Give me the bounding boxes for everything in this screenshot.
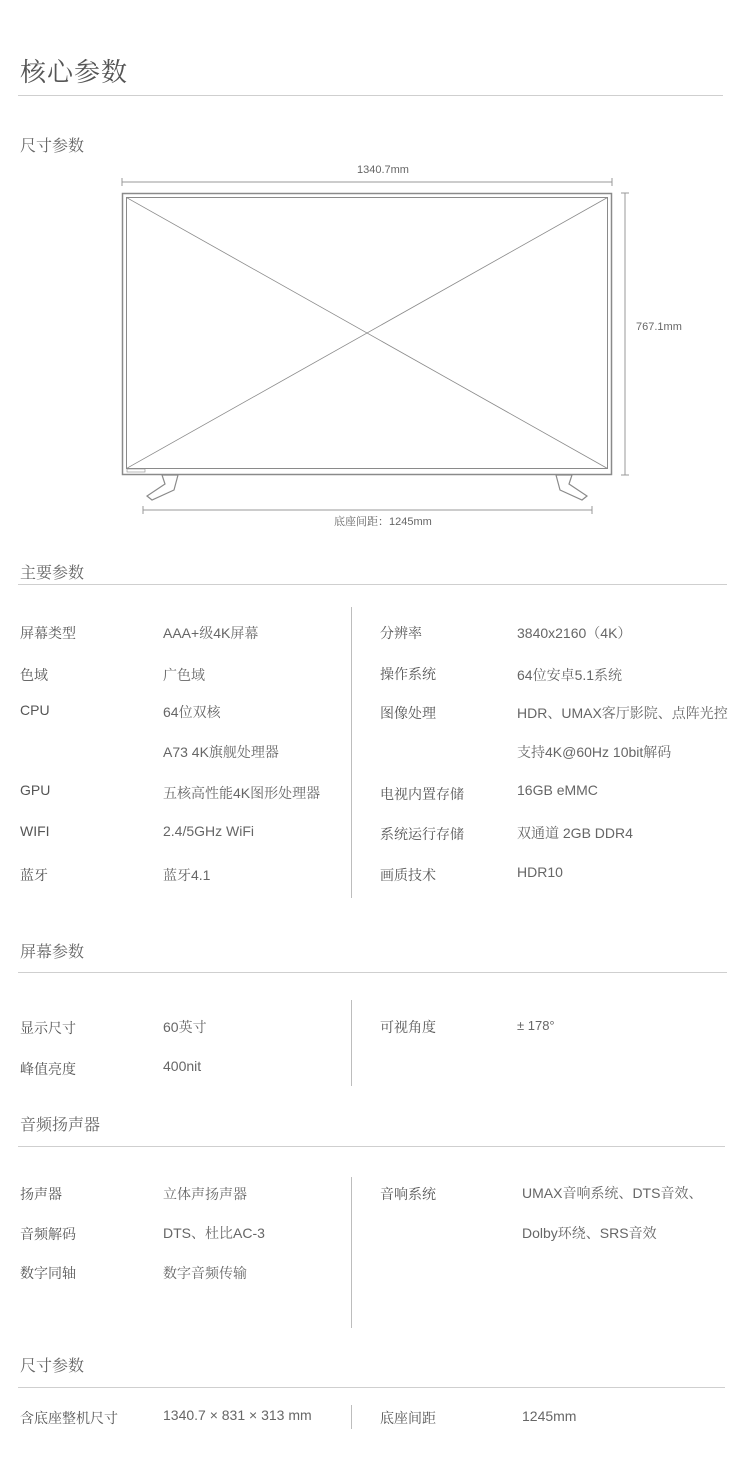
spec-label: 可视角度 [380,1019,436,1035]
spec-value: 支持4K@60Hz 10bit解码 [517,744,672,760]
spec-label: GPU [20,782,51,798]
spec-label: 系统运行存储 [380,826,464,842]
spec-label: 扬声器 [20,1186,62,1202]
width-label: 1340.7mm [357,164,409,176]
screen-section-title: 屏幕参数 [20,944,85,961]
spec-value: 五核高性能4K图形处理器 [163,785,321,801]
spec-value: 64位双核 [163,704,221,720]
main-section-title: 主要参数 [20,565,85,582]
main-column-divider [351,607,352,898]
spec-label: 分辨率 [380,625,422,641]
spec-label: 峰值亮度 [20,1061,76,1077]
spec-label: 蓝牙 [20,867,48,883]
dimension-section-title: 尺寸参数 [20,1358,85,1375]
spec-label: 底座间距 [380,1410,436,1426]
spec-label: 图像处理 [380,705,436,721]
spec-label: WIFI [20,823,50,839]
spec-value: HDR、UMAX客厅影院、点阵光控 [517,705,728,721]
spec-value: ± 178° [517,1018,555,1033]
audio-section-title: 音频扬声器 [20,1117,101,1134]
size-section-title: 尺寸参数 [20,138,85,155]
spec-value: 立体声扬声器 [163,1186,247,1202]
spec-label: 显示尺寸 [20,1020,76,1036]
dimension-column-divider [351,1405,352,1429]
spec-value: DTS、杜比AC-3 [163,1225,265,1241]
spec-value: 广色域 [163,667,205,683]
spec-value: 数字音频传输 [163,1265,247,1281]
spec-value: 64位安卓5.1系统 [517,667,623,683]
spec-value: AAA+级4K屏幕 [163,625,259,641]
page-title: 核心参数 [20,57,129,87]
spec-value: A73 4K旗舰处理器 [163,744,279,760]
spec-value: 蓝牙4.1 [163,867,211,883]
spec-value: 60英寸 [163,1019,207,1035]
spec-value: 1245mm [522,1408,577,1424]
spec-label: CPU [20,702,50,718]
tv-stand-legs [147,475,587,500]
tv-dimension-diagram [0,0,750,530]
spec-label: 数字同轴 [20,1265,76,1281]
spec-value: Dolby环绕、SRS音效 [522,1225,657,1241]
spec-value: 1340.7 × 831 × 313 mm [163,1407,312,1423]
screen-column-divider [351,1000,352,1086]
stand-distance-label: 底座间距：1245mm [334,516,432,528]
spec-value: 2.4/5GHz WiFi [163,823,255,839]
height-label: 767.1mm [636,321,682,333]
main-section-divider [18,584,727,585]
spec-label: 音频解码 [20,1226,76,1242]
spec-label: 画质技术 [380,867,436,883]
spec-value: 双通道 2GB DDR4 [517,825,633,841]
spec-label: 屏幕类型 [20,625,76,641]
tv-outline [123,194,612,475]
spec-value: UMAX音响系统、DTS音效、 [522,1185,703,1201]
spec-value: 400nit [163,1058,202,1074]
audio-column-divider [351,1177,352,1328]
dimension-section-divider [18,1387,725,1388]
spec-label: 含底座整机尺寸 [20,1410,118,1426]
spec-value: 16GB eMMC [517,782,598,798]
spec-label: 音响系统 [380,1186,436,1202]
spec-label: 色域 [20,667,48,683]
spec-label: 电视内置存储 [380,786,464,802]
audio-section-divider [18,1146,725,1147]
spec-value: HDR10 [517,864,563,880]
spec-label: 操作系统 [380,666,436,682]
screen-section-divider [18,972,727,973]
spec-value: 3840x2160（4K） [517,625,632,641]
